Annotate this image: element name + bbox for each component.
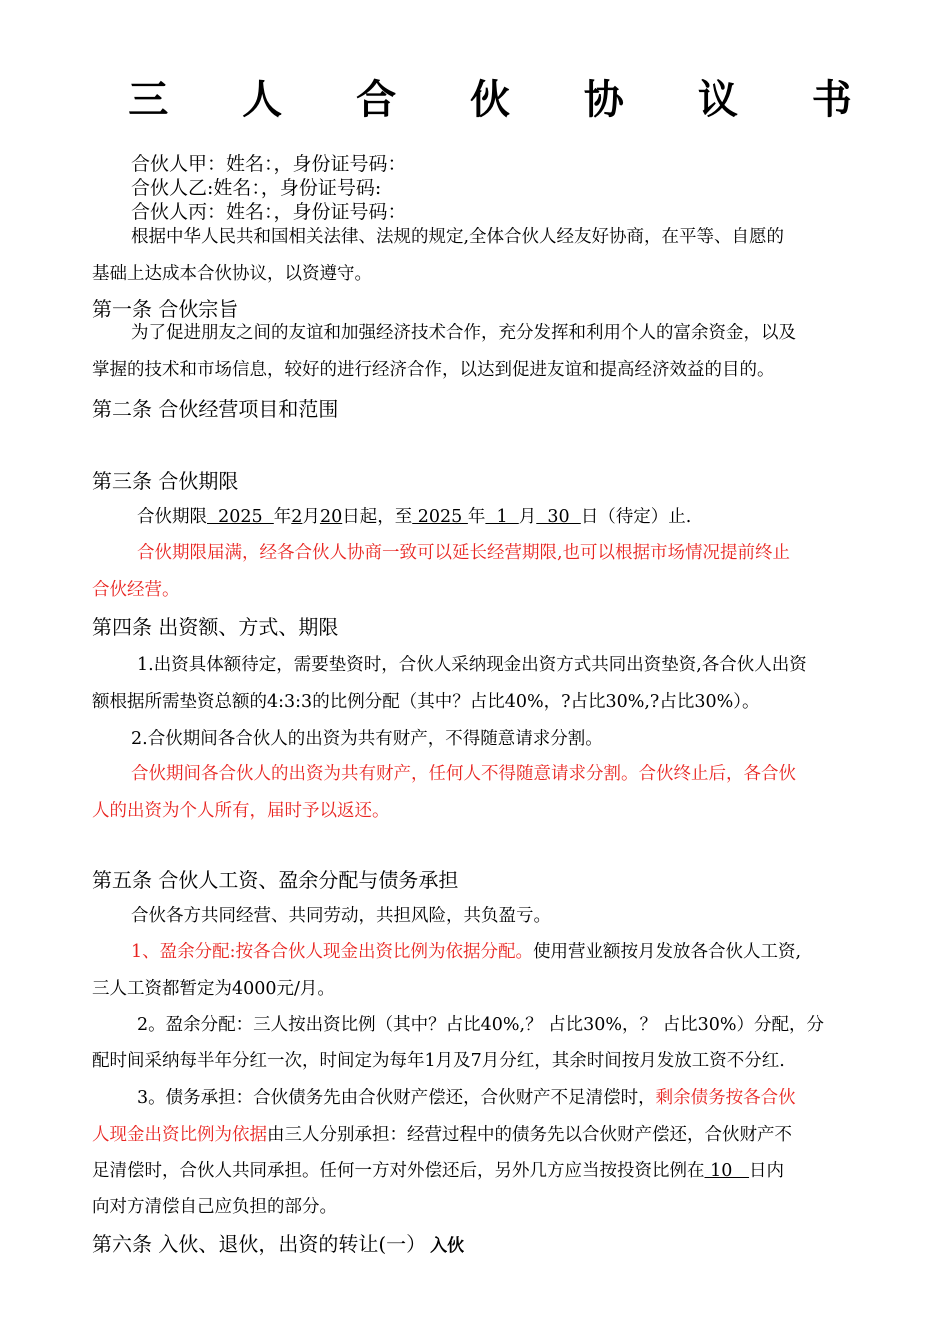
- article-5-item1-line-1: [131, 940, 801, 964]
- item1-black-text: 使用营业额按月发放各合伙人工资,: [533, 942, 802, 962]
- article-5-item3-line-2: [92, 1123, 792, 1147]
- term-text-6: 日（待定）止.: [580, 507, 692, 527]
- party-c-line: 合伙人丙：姓名：，身份证号码：: [131, 201, 407, 223]
- end-day: 30: [536, 507, 581, 527]
- article-4-red-line-2: 人的出资为个人所有，届时予以返还。: [92, 801, 390, 821]
- article-4-heading: 第四条 出资额、方式、期限: [92, 615, 339, 639]
- article-2-heading: 第二条 合伙经营项目和范围: [92, 397, 339, 421]
- end-month: 1: [485, 507, 519, 527]
- repay-days: 10: [704, 1161, 750, 1181]
- article-5-item3-line-3: [92, 1159, 784, 1183]
- article-5-item3-line-4: 向对方清偿自己应负担的部分。: [92, 1197, 337, 1217]
- item3-text-a: 足清偿时，合伙人共同承担。任何一方对外偿还后，另外几方应当按投资比例在: [92, 1161, 705, 1181]
- intro-line-1: 根据中华人民共和国相关法律、法规的规定,全体合伙人经友好协商，在平等、自愿的: [131, 227, 785, 247]
- term-text-1: 年: [273, 507, 292, 527]
- term-text-2: 月: [302, 507, 320, 527]
- article-5-item2-line-2: 配时间采纳每半年分红一次，时间定为每年1月及7月分红，其余时间按月发放工资不分红.: [92, 1051, 785, 1071]
- item3-red-2: 人现金出资比例为依据: [92, 1125, 267, 1145]
- article-5-intro: 合伙各方共同经营、共同劳动，共担风险，共负盈亏。: [131, 906, 551, 926]
- party-a-line: 合伙人甲：姓名：，身份证号码：: [131, 153, 407, 175]
- start-year: 2025: [207, 507, 274, 527]
- party-b-line: 合伙人乙:姓名：，身份证号码:: [131, 177, 382, 199]
- article-4-red-line-1: 合伙期间各合伙人的出资为共有财产，任何人不得随意请求分割。合伙终止后，各合伙: [131, 764, 796, 784]
- item3-red-1: 剩余债务按各合伙: [655, 1088, 796, 1108]
- article-4-p2: 2.合伙期间各合伙人的出资为共有财产，不得随意请求分割。: [131, 729, 603, 749]
- item3-black-2: 由三人分别承担：经营过程中的债务先以合伙财产偿还，合伙财产不: [267, 1125, 792, 1145]
- term-text-4: 年: [467, 507, 486, 527]
- article-6-title: 第六条 入伙、退伙，出资的转让(一）: [92, 1232, 427, 1256]
- item1-red-text: 1、盈余分配:按各合伙人现金出资比例为依据分配。: [131, 942, 534, 962]
- term-text-5: 月: [518, 507, 537, 527]
- article-1-heading: 第一条 合伙宗旨: [92, 297, 239, 321]
- term-line: [137, 505, 691, 529]
- article-5-item1-line-2: 三人工资都暂定为4000元/月。: [92, 979, 335, 999]
- article-1-line-2: 掌握的技术和市场信息，较好的进行经济合作，以达到促进友谊和提高经济效益的目的。: [92, 360, 775, 380]
- start-month: 2: [291, 507, 303, 527]
- term-extension-line-1: 合伙期限届满，经各合伙人协商一致可以延长经营期限,也可以根据市场情况提前终止: [137, 543, 791, 563]
- article-3-heading: 第三条 合伙期限: [92, 469, 239, 493]
- article-6-subheading: 入伙: [430, 1236, 465, 1256]
- term-text-3: 日起，至: [342, 507, 413, 527]
- intro-line-2: 基础上达成本合伙协议，以资遵守。: [92, 264, 372, 284]
- item3-black-1: 3。债务承担：合伙债务先由合伙财产偿还，合伙财产不足清偿时，: [137, 1088, 656, 1108]
- article-6-heading: [92, 1230, 464, 1260]
- item3-text-b: 日内: [749, 1161, 785, 1181]
- article-1-line-1: 为了促进朋友之间的友谊和加强经济技术合作，充分发挥和利用个人的富余资金，以及: [131, 323, 796, 343]
- term-prefix: 合伙期限: [137, 507, 207, 527]
- term-extension-line-2: 合伙经营。: [92, 580, 180, 600]
- end-year: 2025: [412, 507, 468, 527]
- start-day: 20: [319, 507, 343, 527]
- article-4-p1-line-1: 1.出资具体额待定，需要垫资时，合伙人采纳现金出资方式共同出资垫资,各合伙人出资: [137, 655, 807, 675]
- article-5-item3-line-1: [137, 1086, 796, 1110]
- article-5-item2-line-1: 2。盈余分配：三人按出资比例（其中？占比40%,？ 占比30%，？ 占比30%）分配，分: [137, 1015, 825, 1035]
- article-4-p1-line-2: 额根据所需垫资总额的4:3:3的比例分配（其中？占比40%，?占比30%,?占比30%）。: [92, 692, 760, 712]
- article-5-heading: 第五条 合伙人工资、盈余分配与债务承担: [92, 868, 459, 892]
- document-title: 三 人 合 伙 协 议 书: [128, 76, 882, 123]
